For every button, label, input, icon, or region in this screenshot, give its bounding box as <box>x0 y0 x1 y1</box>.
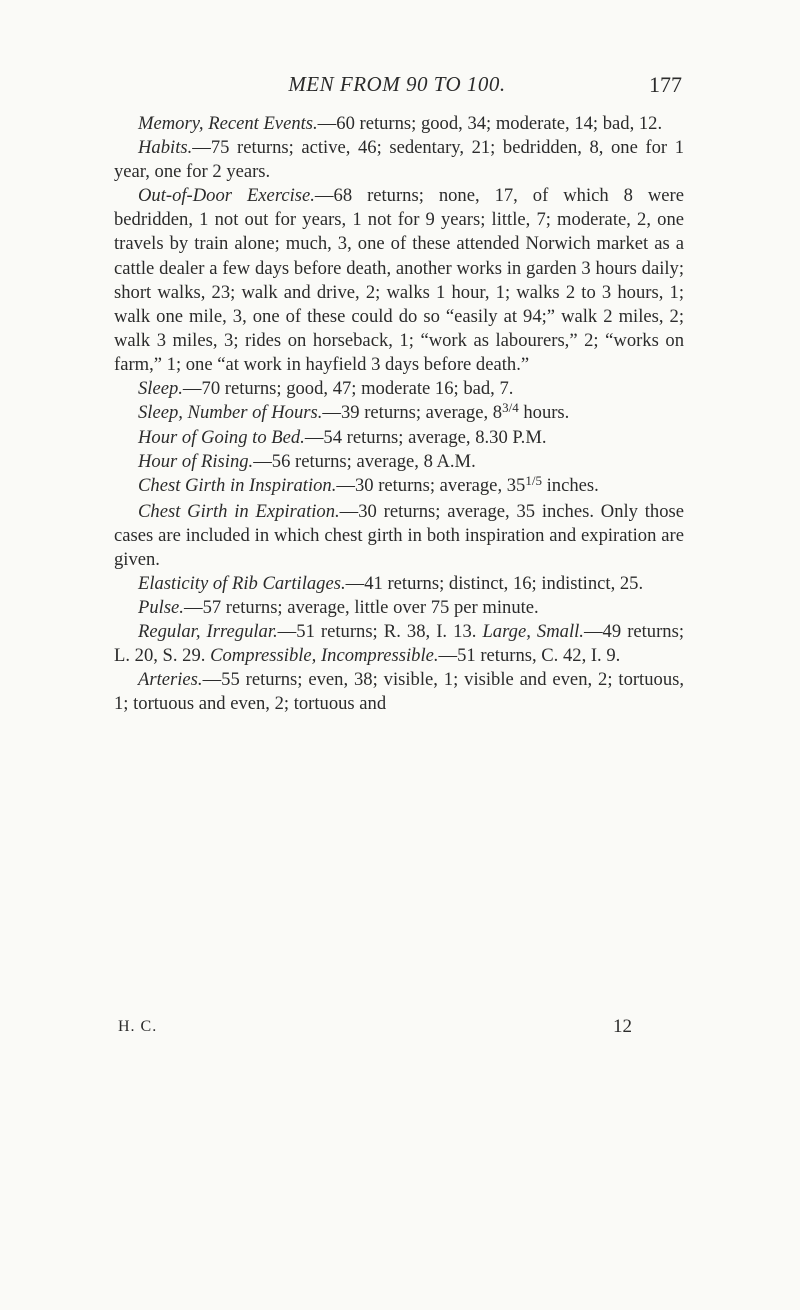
entry-text: —54 returns; average, 8.30 P.M. <box>304 427 547 449</box>
sheet-number: 12 <box>613 1016 632 1037</box>
entry-heading: Habits. <box>138 137 193 159</box>
paragraph-arteries <box>114 668 684 716</box>
paragraph-rib-elasticity <box>114 572 684 596</box>
paragraph-pulse <box>114 596 684 620</box>
paragraph-sleep <box>114 377 684 401</box>
entry-text-2: —49 returns; L. 20, S. 29. <box>114 620 684 667</box>
running-head: MEN FROM 90 TO 100. <box>288 72 506 96</box>
entry-text: —30 returns; average, 35 inches. Only those cases are included in which chest girth in both inspiration and expiration are given. <box>114 500 684 570</box>
entry-text: —75 returns; active, 46; sedentary, 21; bedridden, 8, one for 1 year, one for 2 years. <box>114 137 684 183</box>
entry-heading: Elasticity of Rib Cartilages. <box>138 572 346 594</box>
entry-text-3: —51 returns, C. 42, I. 9. <box>438 645 621 667</box>
paragraph-habits <box>114 136 684 184</box>
entry-text: —30 returns; average, 35 <box>336 475 526 497</box>
paragraph-regularity <box>114 620 684 668</box>
entry-text-after: hours. <box>518 402 570 424</box>
paragraph-chest-inspiration <box>114 474 684 499</box>
entry-heading: Regular, Irregular. <box>138 620 278 642</box>
page-footer <box>118 1016 632 1044</box>
paragraph-chest-expiration <box>114 500 684 572</box>
entry-heading: Sleep, Number of Hours. <box>138 402 323 424</box>
paragraph-exercise <box>114 184 684 377</box>
entry-text: —55 returns; even, 38; visible, 1; visible and even, 2; tortuous, 1; tortuous and even, 2; tortuous and <box>114 669 684 715</box>
paragraph-memory <box>114 112 684 136</box>
page-header <box>112 72 682 102</box>
entry-text: —57 returns; average, little over 75 per minute. <box>183 596 539 618</box>
signature-mark: H. C. <box>118 1018 158 1035</box>
entry-text: —56 returns; average, 8 A.M. <box>253 451 476 473</box>
entry-text: —41 returns; distinct, 16; indistinct, 25. <box>345 572 644 594</box>
entry-heading-2: Large, Small. <box>482 620 584 642</box>
entry-heading: Arteries. <box>138 669 203 691</box>
entry-text-after: inches. <box>541 475 599 497</box>
entry-text: —60 returns; good, 34; moderate, 14; bad, 12. <box>317 113 663 134</box>
entry-text: —70 returns; good, 47; moderate 16; bad, 7. <box>182 378 514 400</box>
entry-text: —39 returns; average, 8 <box>322 402 503 424</box>
fraction: 1/5 <box>525 473 542 489</box>
entry-heading: Memory, Recent Events. <box>138 113 318 134</box>
entry-heading: Out-of-Door Exercise. <box>138 185 315 207</box>
paragraph-sleep-hours <box>114 401 684 426</box>
entry-heading-3: Compressible, Incompressible. <box>210 645 439 667</box>
entry-text: —68 returns; none, 17, of which 8 were bedridden, 1 not out for years, 1 not for 9 years; little, 7; moderate, 2, one travels by train alone; much, 3, one of these attended Norwich market as a cattle dealer a few days before death, another works in garden 3 hours daily; short walks, 23; walk and drive, 2; walks 1 hour, 1; walks 2 to 3 hours, 1; walk one mile, 3, one of these could do so “easily at 94;” walk 2 miles, 2; walk 3 miles, 3; rides on horseback, 1; “work as labourers,” 2; “works on farm,” 1; one “at work in hayfield 3 days before death.” <box>114 185 684 375</box>
entry-heading: Hour of Rising. <box>138 451 254 473</box>
entry-heading: Sleep. <box>138 378 183 400</box>
paragraph-bed-hour <box>114 426 684 450</box>
page-number: 177 <box>649 72 682 97</box>
entry-heading: Chest Girth in Expiration. <box>138 500 340 522</box>
fraction: 3/4 <box>502 400 519 416</box>
entry-text: —51 returns; R. 38, I. 13. <box>277 620 483 642</box>
paragraph-rising-hour <box>114 450 684 474</box>
entry-heading: Chest Girth in Inspiration. <box>138 475 337 497</box>
page-body <box>114 112 684 716</box>
entry-heading: Hour of Going to Bed. <box>138 427 305 449</box>
entry-heading: Pulse. <box>138 596 184 618</box>
